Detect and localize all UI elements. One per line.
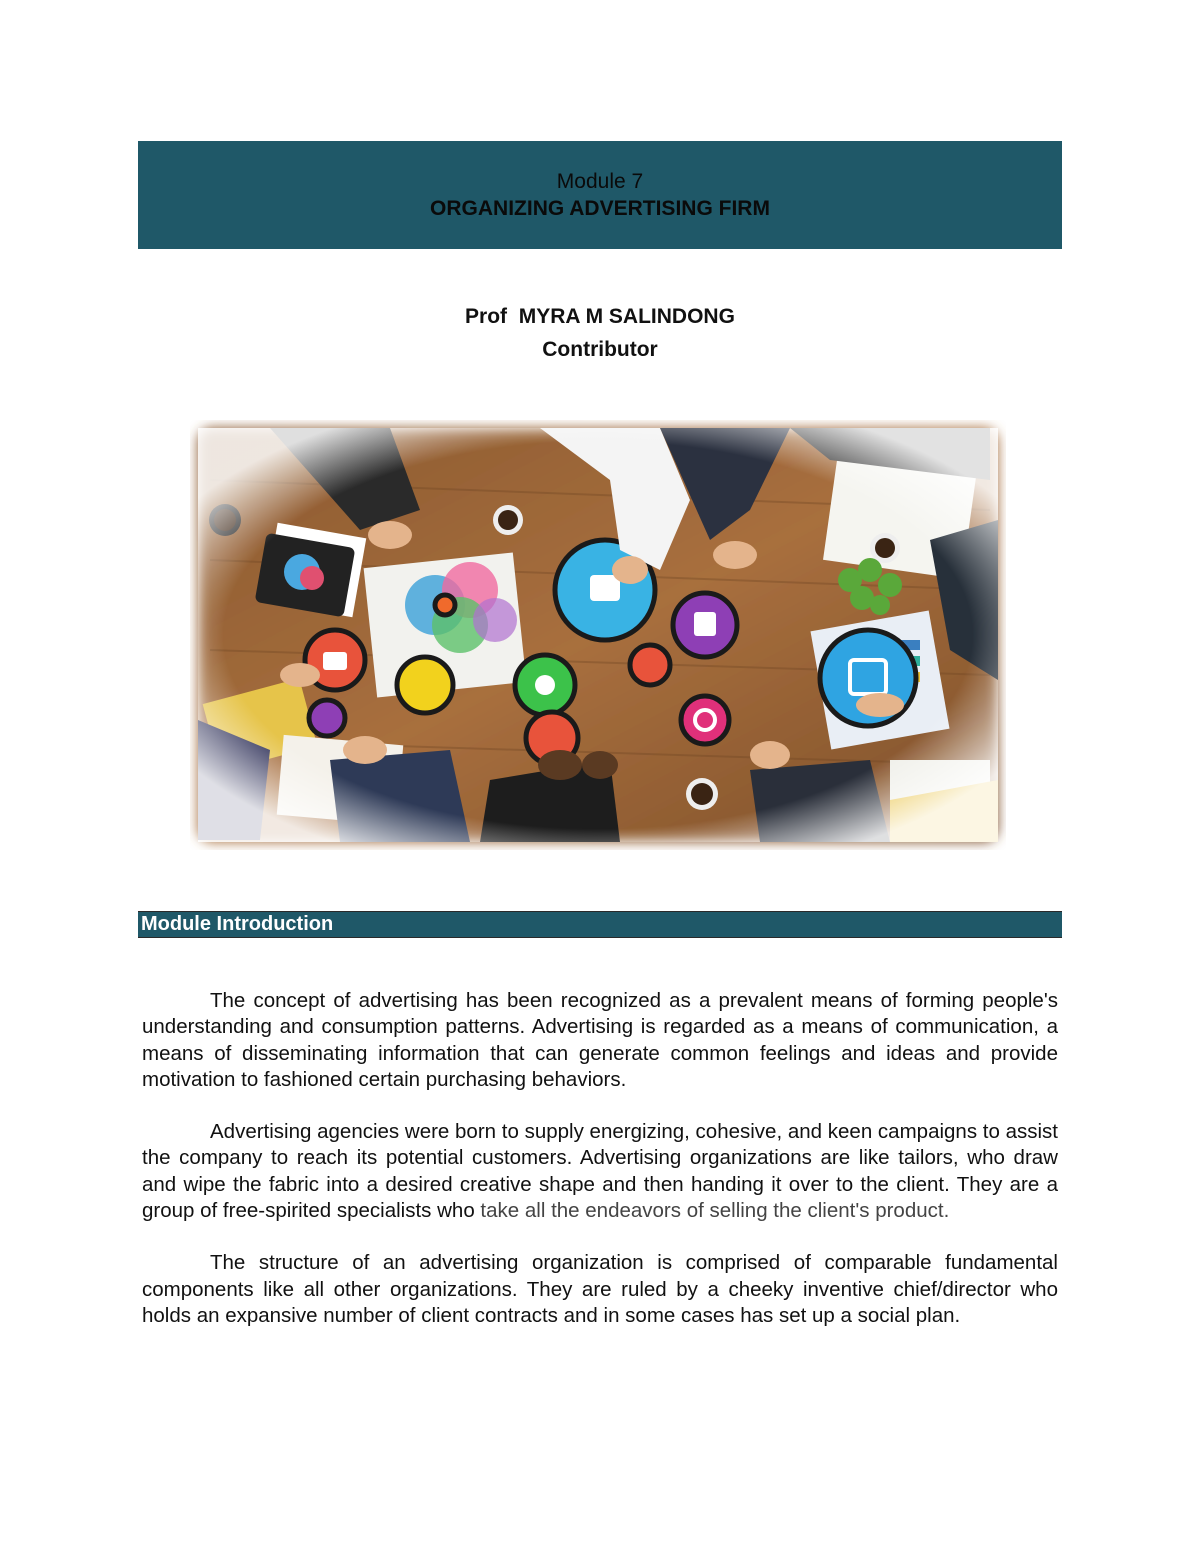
paragraph-2-main: Advertising agencies were born to supply energizing, cohesive, and keen campaigns to assist the company to reach its potential customers. Advertising organizations are like tailors, who draw and wipe the fabric into a desired creative shape and then handing it over to the client. They are a group of free-spirited specialists who: [142, 1120, 1058, 1223]
module-title-banner: [138, 141, 1062, 249]
author-role: Contributor: [542, 338, 658, 361]
module-title: ORGANIZING ADVERTISING FIRM: [430, 197, 770, 220]
author-name: Prof MYRA M SALINDONG: [465, 305, 735, 328]
section-heading: Module Introduction: [141, 913, 334, 935]
paragraph-1: The concept of advertising has been recognized as a prevalent means of forming people's understanding and consumption patterns. Advertising is regarded as a means of communication, a means of disseminating information that can generate common feelings and ideas and provide motivation to fashioned certain purchasing behaviors.: [142, 989, 1058, 1091]
paragraph-3: The structure of an advertising organization is comprised of comparable fundamental components like all other organizations. They are ruled by a cheeky inventive chief/director who holds an expansive number of client contracts and in some cases has set up a social plan.: [142, 1251, 1058, 1327]
paragraph-2: [142, 1119, 1058, 1224]
module-introduction-heading-bar: [138, 911, 1062, 938]
author-block: [0, 300, 1200, 366]
team-meeting-table-photo: [190, 420, 1006, 850]
paragraph-2-tail: take all the endeavors of selling the client's product.: [480, 1199, 950, 1223]
introduction-body: [142, 988, 1058, 1355]
module-number: Module 7: [556, 170, 644, 193]
